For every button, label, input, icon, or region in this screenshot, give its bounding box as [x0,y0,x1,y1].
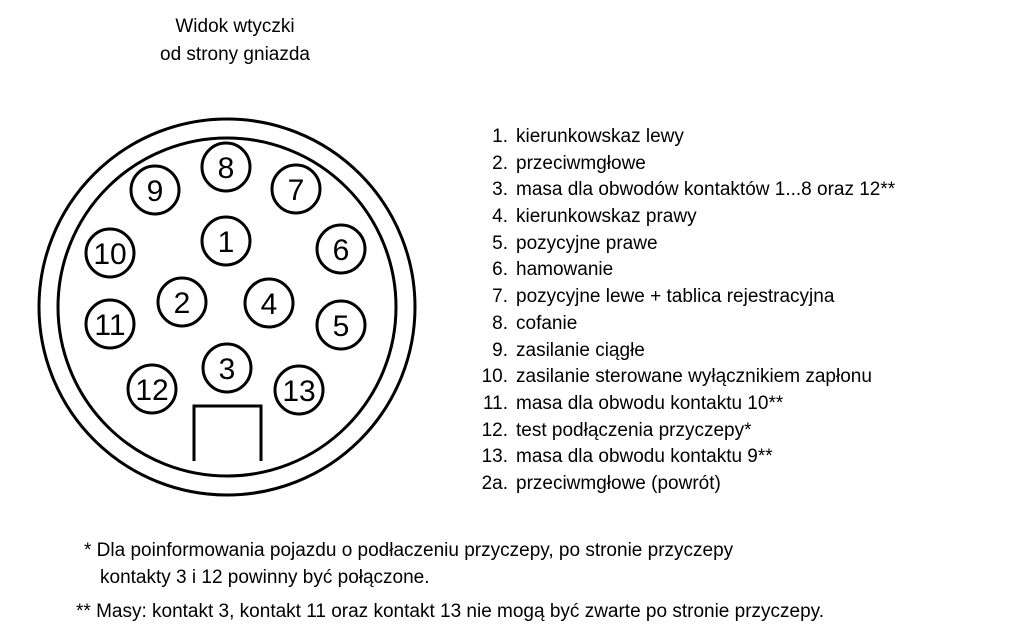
legend-item-text: kierunkowskaz prawy [516,206,697,228]
diagram-title-line-2: od strony gniazda [160,44,310,65]
diagram-title-line-1: Widok wtyczki [175,16,295,37]
legend-item [466,391,895,418]
pin-11 [86,300,134,348]
legend-item-number: 11. [482,392,508,414]
pin-11-label: 11 [94,309,126,342]
legend-item [466,471,895,498]
legend-item-number: 2a. [481,472,508,494]
legend-item [466,364,895,391]
legend-item-text: test podłączenia przyczepy* [516,419,752,441]
legend-item-text: masa dla obwodu kontaktu 10** [516,392,784,414]
pin-13-label: 13 [282,375,316,408]
footnote-single-asterisk-line-2: kontakty 3 i 12 powinny być połączone. [100,567,430,588]
pin-7-label: 7 [287,174,305,207]
legend-item [466,177,895,204]
pin-5 [317,301,365,349]
legend-item-text: masa dla obwodu kontaktu 9** [516,446,773,468]
legend-item-number: 7. [492,286,508,308]
pin-8-label: 8 [217,152,235,185]
pin-3 [203,344,251,392]
legend-item [466,151,895,178]
legend-item-number: 2. [492,152,508,174]
pin-4-label: 4 [260,288,278,321]
legend-item-text: zasilanie ciągłe [516,339,645,361]
legend-item-text: zasilanie sterowane wyłącznikiem zapłonu [516,366,872,388]
footnote-single-asterisk-line-1: * Dla poinformowania pojazdu o podłaczeniu przyczepy, po stronie przyczepy [84,540,734,561]
pin-10 [86,229,134,277]
legend-item-number: 6. [492,259,508,281]
legend-item-text: pozycyjne prawe [516,232,658,254]
connector-key-notch [194,406,261,461]
pin-9-label: 9 [146,175,164,208]
pin-legend [466,124,895,498]
pin-7 [272,165,320,213]
legend-item-text: cofanie [516,312,578,334]
legend-item [466,257,895,284]
legend-item-number: 1. [492,126,508,147]
pin-12 [128,365,176,413]
legend-item [466,204,895,231]
pin-10-label: 10 [93,238,127,271]
legend-item-text: pozycyjne lewe + tablica rejestracyjna [516,286,835,308]
pin-4 [245,279,293,327]
legend-item [466,231,895,258]
legend-item [466,418,895,445]
legend-item-number: 8. [492,312,508,334]
legend-item [466,444,895,471]
legend-item-number: 9. [492,339,508,361]
legend-item [466,338,895,365]
pin-1 [202,217,250,265]
footnote-double-asterisk: ** Masy: kontakt 3, kontakt 11 oraz kontakt 13 nie mogą być zwarte po stronie przyczepy. [76,601,825,622]
pin-3-label: 3 [218,353,236,386]
legend-item-number: 4. [492,206,508,228]
pin-6 [317,225,365,273]
legend-item-text: przeciwmgłowe [516,152,646,174]
pin-2 [158,278,206,326]
legend-item [466,124,895,151]
pin-12-label: 12 [135,374,169,407]
legend-item-text: przeciwmgłowe (powrót) [516,472,721,494]
legend-item-number: 10. [481,366,508,388]
pin-5-label: 5 [332,310,350,343]
pin-6-label: 6 [332,234,350,267]
legend-item-text: masa dla obwodów kontaktów 1...8 oraz 12** [516,179,896,201]
pin-13 [275,366,323,414]
legend-item-text: hamowanie [516,259,614,281]
pin-1-label: 1 [217,226,235,259]
pin-9 [131,166,179,214]
pin-8 [202,143,250,191]
legend-item-number: 13. [481,446,508,468]
pin-2-label: 2 [173,287,191,320]
legend-item-text: kierunkowskaz lewy [516,126,684,147]
legend-item-number: 12. [481,419,508,441]
legend-item-number: 3. [492,179,508,201]
legend-item-number: 5. [492,232,508,254]
legend-item [466,311,895,338]
legend-item [466,284,895,311]
